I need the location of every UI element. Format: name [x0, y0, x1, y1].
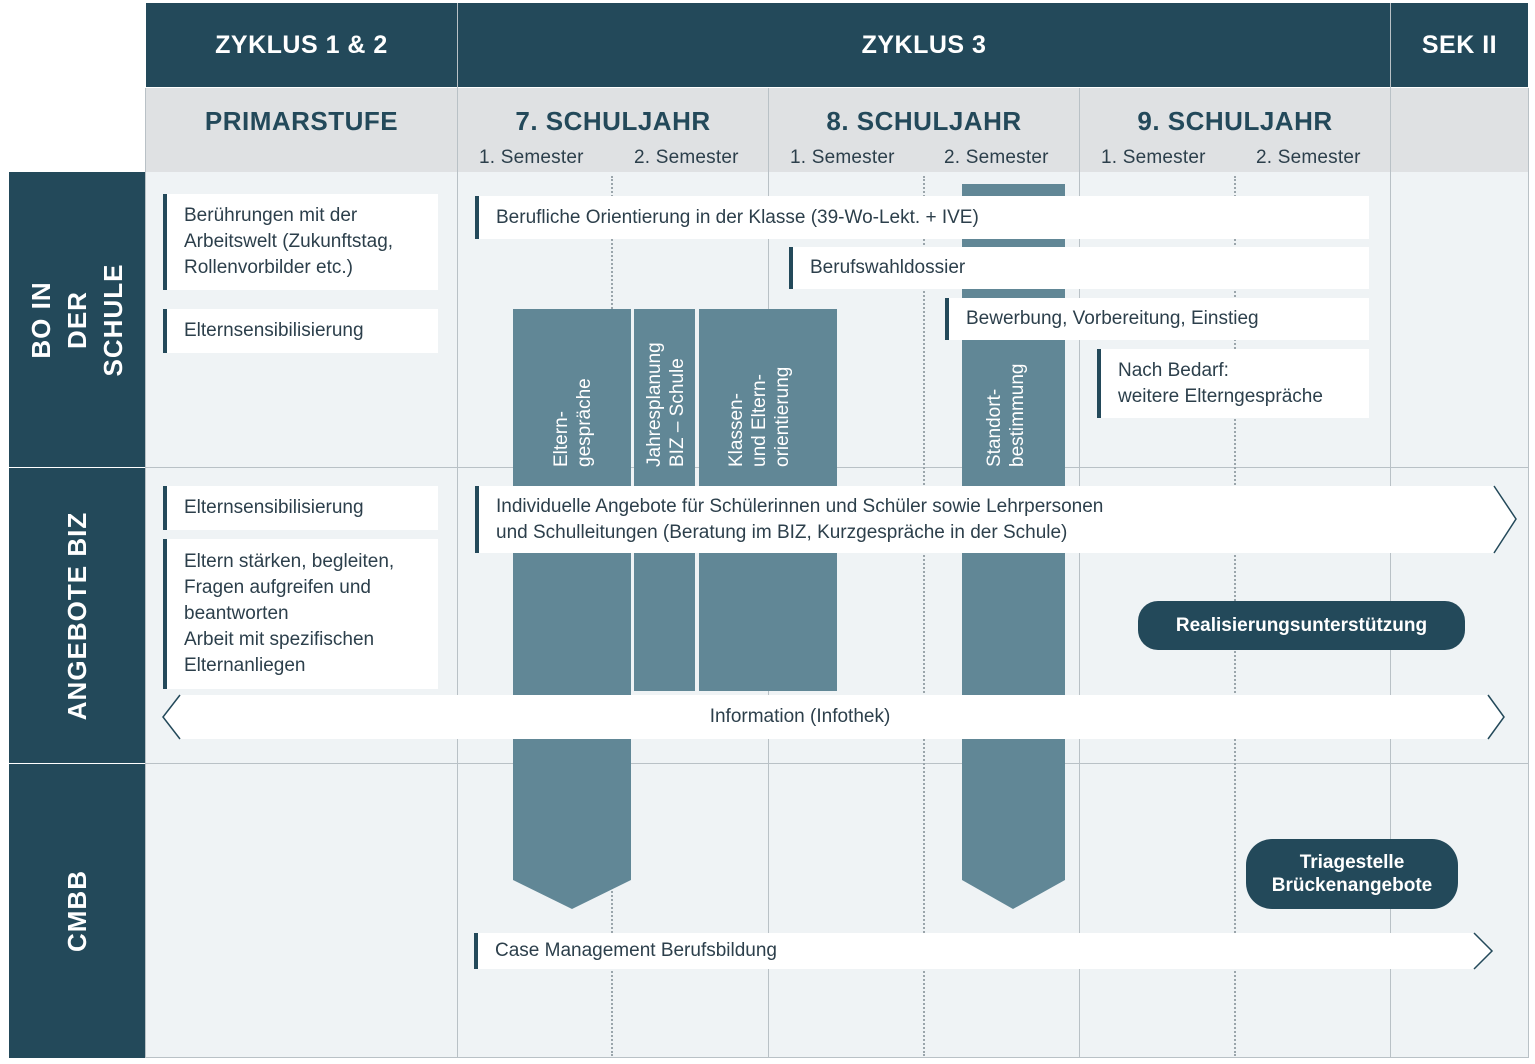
standort-label: Standort- bestimmung — [984, 363, 1028, 467]
information-bar — [180, 695, 1420, 739]
jahresplanung-label: Jahresplanung BIZ – Schule — [644, 342, 688, 467]
individuelle-angebote-bar — [475, 486, 1494, 553]
elternsensibilisierung-schule-box — [163, 309, 438, 353]
klassen-label: Klassen- und Eltern- orientierung — [726, 366, 793, 467]
beruehrungen-box — [163, 194, 438, 290]
semester-label: 1. Semester — [790, 147, 895, 168]
case-management-bar — [474, 933, 1474, 969]
header-9-schuljahr-label: 9. SCHULJAHR — [1137, 106, 1333, 136]
berufliche-orientierung-bar — [475, 196, 1369, 239]
beruehrungen-text: Berührungen mit der Arbeitswelt (Zukunftstag, Rollenvorbilder etc.) — [184, 205, 394, 278]
realisierung-pill — [1138, 601, 1465, 650]
individuelle-angebote-text: Individuelle Angebote für Schülerinnen und Schüler sowie Lehrpersonen und Schulleitungen (Beratung im BIZ, Kurzgespräche in der Schule) — [496, 495, 1104, 543]
semester-label: 2. Semester — [1256, 147, 1361, 168]
header-zyklus-1-2-label: ZYKLUS 1 & 2 — [215, 30, 388, 59]
header-7-schuljahr-label: 7. SCHULJAHR — [515, 106, 711, 136]
triagestelle-text: Triagestelle Brückenangebote — [1271, 852, 1433, 896]
realisierung-text: Realisierungsunterstützung — [1175, 615, 1428, 636]
row-label-text: CMBB — [62, 870, 92, 952]
semester-label: 2. Semester — [634, 147, 739, 168]
semester-label: 2. Semester — [944, 147, 1049, 168]
information-text: Information (Infothek) — [709, 706, 891, 727]
berufswahldossier-text: Berufswahldossier — [810, 257, 966, 278]
bewerbung-bar — [945, 298, 1369, 340]
header-sek-ii-label: SEK II — [1421, 30, 1498, 59]
semester-label: 1. Semester — [1101, 147, 1206, 168]
eltern-staerken-box — [163, 539, 438, 689]
elternsensibilisierung-biz-box — [163, 486, 438, 530]
triagestelle-pill — [1246, 839, 1458, 909]
berufliche-orientierung-text: Berufliche Orientierung in der Klasse (39-Wo-Lekt. + IVE) — [496, 206, 979, 228]
header-primarstufe-label: PRIMARSTUFE — [204, 106, 399, 136]
case-management-text: Case Management Berufsbildung — [495, 940, 778, 961]
header-8-schuljahr-label: 8. SCHULJAHR — [826, 106, 1022, 136]
elternsensibilisierung-text: Elternsensibilisierung — [184, 320, 364, 341]
nach-bedarf-bar — [1097, 349, 1369, 418]
bewerbung-text: Bewerbung, Vorbereitung, Einstieg — [966, 308, 1259, 329]
row-label-text: ANGEBOTE BIZ — [62, 511, 93, 720]
elternsensibilisierung-text: Elternsensibilisierung — [184, 497, 364, 518]
header-zyklus-3-label: ZYKLUS 3 — [861, 30, 987, 59]
nach-bedarf-text: Nach Bedarf: weitere Elterngespräche — [1118, 359, 1323, 407]
semester-label: 1. Semester — [479, 147, 584, 168]
berufswahldossier-bar — [789, 247, 1369, 289]
eltern-staerken-text: Eltern stärken, begleiten, Fragen aufgreifen und beantworten Arbeit mit spezifischen Elternanliegen — [184, 551, 395, 676]
row-label-text: BO IN DER SCHULE — [26, 263, 128, 376]
elterngespraeche-label: Eltern- gespräche — [551, 378, 595, 467]
